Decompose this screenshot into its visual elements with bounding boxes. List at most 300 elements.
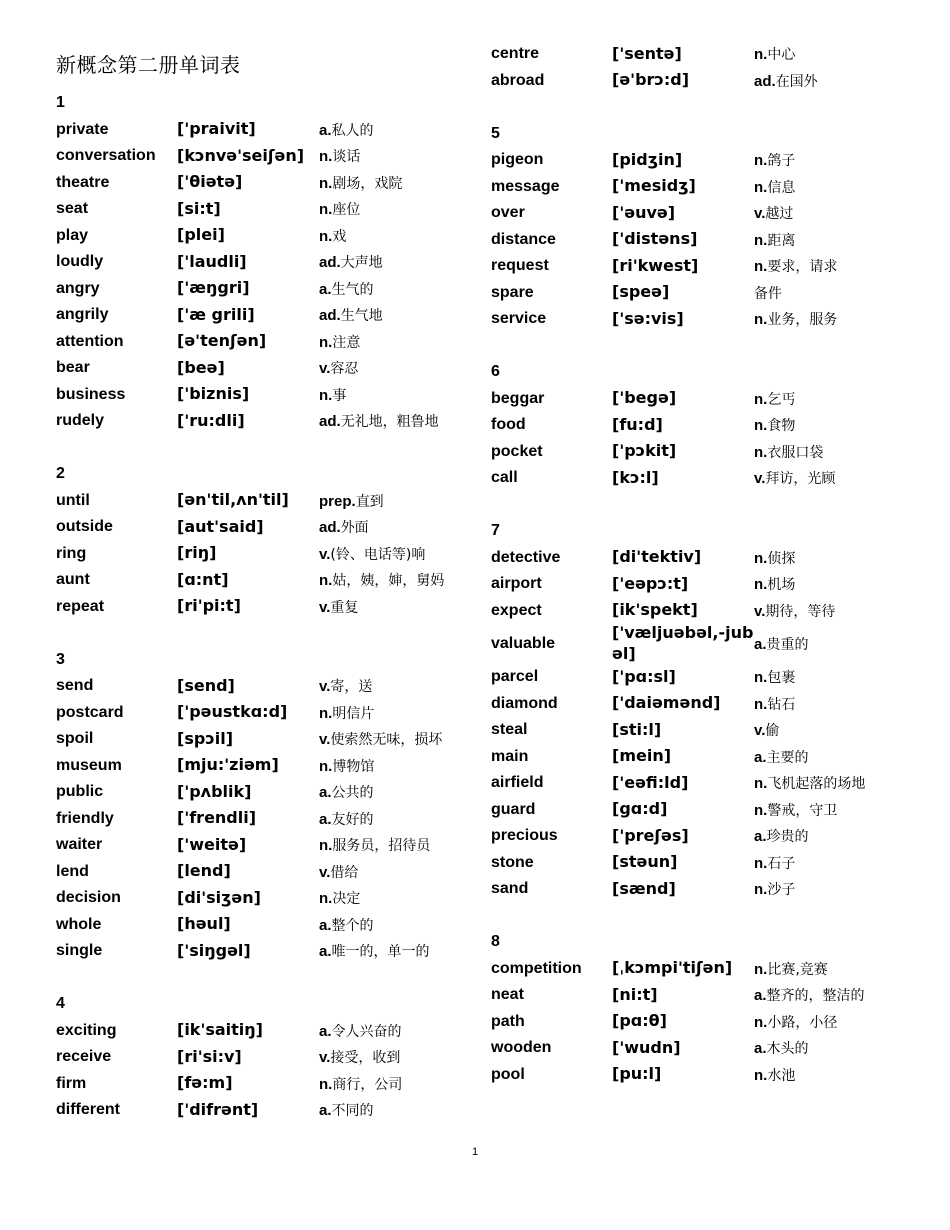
word-phonetic: ['eəpɔ:t] <box>612 573 689 593</box>
part-of-speech: n. <box>319 757 333 775</box>
word-term: send <box>56 677 94 695</box>
word-definition <box>319 1100 469 1120</box>
word-row <box>491 850 911 877</box>
word-term: food <box>491 416 526 434</box>
part-of-speech: n. <box>754 258 768 276</box>
word-term: friendly <box>56 809 114 827</box>
part-of-speech: n. <box>319 333 333 351</box>
word-definition <box>319 544 469 564</box>
part-of-speech: a. <box>319 121 332 139</box>
word-phonetic: ['wudn] <box>612 1037 681 1057</box>
word-meaning: 距离 <box>767 232 796 249</box>
word-row <box>491 412 911 439</box>
word-definition <box>319 756 469 776</box>
part-of-speech: ad. <box>319 254 341 272</box>
word-term: guard <box>491 800 536 818</box>
word-meaning: 剧场，戏院 <box>332 175 403 192</box>
word-phonetic: [pɑ:θ] <box>612 1011 667 1031</box>
part-of-speech: n. <box>754 152 768 170</box>
word-row <box>491 691 911 718</box>
section-spacer <box>491 903 911 930</box>
word-phonetic: ['begə] <box>612 388 677 408</box>
word-meaning: 谈话 <box>332 149 361 166</box>
word-row <box>56 1097 476 1124</box>
part-of-speech: n. <box>754 311 768 329</box>
part-of-speech: v. <box>319 1049 331 1067</box>
word-meaning: 使索然无味，损坏 <box>330 732 443 749</box>
word-row <box>56 196 476 223</box>
part-of-speech: n. <box>319 1075 333 1093</box>
word-term: rudely <box>56 412 105 430</box>
word-phonetic: [speə] <box>612 282 670 302</box>
word-meaning: 警戒，守卫 <box>767 802 838 819</box>
word-term: spare <box>491 283 534 301</box>
word-phonetic: [aut'said] <box>177 516 264 536</box>
word-meaning: 不同的 <box>331 1103 374 1120</box>
word-phonetic: [ə'tenʃən] <box>177 331 267 351</box>
word-meaning: 明信片 <box>332 705 375 722</box>
word-phonetic: [di'tektiv] <box>612 547 702 567</box>
word-definition <box>319 279 469 299</box>
word-meaning: 业务，服务 <box>767 312 838 329</box>
part-of-speech: v. <box>754 205 766 223</box>
word-phonetic: ['siŋgəl] <box>177 940 251 960</box>
word-phonetic: [pidʒin] <box>612 149 683 169</box>
word-meaning: 决定 <box>332 891 361 908</box>
word-row <box>491 876 911 903</box>
word-definition <box>754 574 904 594</box>
word-definition <box>319 915 469 935</box>
section-spacer <box>491 492 911 519</box>
word-row <box>491 253 911 280</box>
word-definition <box>754 203 904 223</box>
lesson-section <box>56 461 476 620</box>
lesson-number: 7 <box>491 522 500 539</box>
word-row <box>491 770 911 797</box>
word-term: expect <box>491 601 542 619</box>
part-of-speech: v. <box>319 678 331 696</box>
part-of-speech: n. <box>319 386 333 404</box>
word-phonetic: ['sentə] <box>612 43 682 63</box>
word-row <box>56 779 476 806</box>
word-phonetic: [send] <box>177 675 235 695</box>
word-row <box>56 223 476 250</box>
word-term: angry <box>56 279 100 297</box>
section-spacer <box>56 435 476 462</box>
word-meaning: 借给 <box>330 864 359 881</box>
word-term: firm <box>56 1074 87 1092</box>
word-term: detective <box>491 548 561 566</box>
word-meaning: 备件 <box>754 285 782 302</box>
word-row <box>491 439 911 466</box>
word-term: theatre <box>56 173 110 191</box>
word-phonetic: [sti:l] <box>612 719 662 739</box>
word-definition <box>319 835 469 855</box>
word-row <box>56 912 476 939</box>
part-of-speech: v. <box>319 731 331 749</box>
part-of-speech: a. <box>754 987 767 1005</box>
lesson-section <box>56 647 476 965</box>
word-definition <box>754 694 904 714</box>
word-term: precious <box>491 827 558 845</box>
word-row <box>491 1009 911 1036</box>
word-phonetic: [kɔ:l] <box>612 467 659 487</box>
word-definition <box>319 305 469 325</box>
word-meaning: 机场 <box>767 577 796 594</box>
word-phonetic: [ni:t] <box>612 984 658 1004</box>
word-meaning: 外面 <box>340 520 369 537</box>
section-spacer <box>56 965 476 992</box>
word-meaning: 期待，等待 <box>765 603 836 620</box>
word-term: parcel <box>491 668 539 686</box>
word-row <box>56 488 476 515</box>
word-meaning: 偷 <box>765 723 780 740</box>
word-row <box>56 1044 476 1071</box>
word-meaning: 大声地 <box>340 255 383 272</box>
part-of-speech: n. <box>754 881 768 899</box>
section-spacer <box>56 620 476 647</box>
word-term: museum <box>56 756 122 774</box>
word-term: call <box>491 469 518 487</box>
word-phonetic: [riŋ] <box>177 543 217 563</box>
lesson-number: 5 <box>491 124 500 142</box>
word-meaning: 珍贵的 <box>766 829 809 846</box>
word-phonetic: ['əuvə] <box>612 202 676 222</box>
word-definition <box>319 173 469 193</box>
word-definition <box>754 177 904 197</box>
word-meaning: 中心 <box>767 47 796 64</box>
word-definition <box>754 634 904 654</box>
word-term: valuable <box>491 635 556 652</box>
part-of-speech: n. <box>754 801 768 819</box>
word-phonetic: [ri'pi:t] <box>177 596 241 616</box>
word-definition <box>754 283 904 303</box>
word-definition <box>319 199 469 219</box>
word-term: angrily <box>56 306 109 324</box>
part-of-speech: a. <box>319 943 332 961</box>
word-row <box>491 545 911 572</box>
word-row <box>491 1035 911 1062</box>
word-phonetic: ['ru:dli] <box>177 410 245 430</box>
part-of-speech: n. <box>754 390 768 408</box>
word-definition <box>754 71 904 91</box>
word-term: waiter <box>56 836 103 854</box>
word-definition <box>319 226 469 246</box>
word-meaning: 直到 <box>355 493 384 510</box>
word-row <box>56 329 476 356</box>
word-term: wooden <box>491 1039 552 1057</box>
word-term: sand <box>491 880 529 898</box>
word-phonetic: ['weitə] <box>177 834 247 854</box>
word-definition <box>319 809 469 829</box>
word-definition <box>754 959 904 979</box>
word-phonetic: ['mesidʒ] <box>612 176 696 196</box>
word-definition <box>319 1074 469 1094</box>
word-term: attention <box>56 332 124 350</box>
word-definition <box>754 773 904 793</box>
word-meaning: 友好的 <box>331 811 374 828</box>
word-phonetic: ['pəustkɑ:d] <box>177 702 288 722</box>
word-phonetic: [ri'kwest] <box>612 255 699 275</box>
word-phonetic: [ə'brɔ:d] <box>612 70 690 90</box>
page-number: 1 <box>471 1146 479 1158</box>
word-row <box>491 200 911 227</box>
word-term: ring <box>56 544 87 562</box>
part-of-speech: a. <box>319 916 332 934</box>
word-phonetic: ['daiəmənd] <box>612 693 721 713</box>
word-phonetic: [həul] <box>177 914 231 934</box>
word-definition <box>319 888 469 908</box>
lesson-section <box>56 90 476 435</box>
part-of-speech: n. <box>319 201 333 219</box>
word-meaning: 博物馆 <box>332 758 375 775</box>
part-of-speech: n. <box>754 231 768 249</box>
word-row <box>491 797 911 824</box>
word-phonetic: [gɑ:d] <box>612 799 668 819</box>
part-of-speech: prep. <box>319 492 356 510</box>
word-meaning: 服务员，招待员 <box>332 838 431 855</box>
word-phonetic: [sænd] <box>612 878 676 898</box>
word-term: over <box>491 204 525 222</box>
word-meaning: 令人兴奋的 <box>331 1023 402 1040</box>
word-row <box>56 673 476 700</box>
word-row <box>491 386 911 413</box>
word-term: lend <box>56 862 89 880</box>
word-row <box>56 541 476 568</box>
word-phonetic: ['frendli] <box>177 808 257 828</box>
word-phonetic: ['pʌblik] <box>177 781 252 801</box>
word-phonetic: ['preʃəs] <box>612 825 689 845</box>
word-phonetic: ['pɑ:sl] <box>612 666 676 686</box>
section-spacer <box>491 94 911 121</box>
part-of-speech: n. <box>319 704 333 722</box>
word-definition <box>319 491 469 511</box>
word-term: service <box>491 310 547 328</box>
lesson-section <box>56 991 476 1124</box>
word-term: postcard <box>56 703 124 721</box>
word-phonetic: [pu:l] <box>612 1064 662 1084</box>
word-row <box>56 938 476 965</box>
word-row <box>56 249 476 276</box>
word-term: path <box>491 1012 525 1030</box>
word-meaning: 乞丐 <box>767 391 796 408</box>
word-meaning: 姑，姨，婶，舅妈 <box>332 573 445 590</box>
word-term: private <box>56 120 109 138</box>
word-definition <box>319 120 469 140</box>
word-definition <box>319 729 469 749</box>
word-meaning: 拜访，光顾 <box>765 471 836 488</box>
lesson-number: 4 <box>56 995 65 1012</box>
word-meaning: 小路，小径 <box>767 1014 838 1031</box>
word-meaning: 石子 <box>767 855 796 872</box>
word-term: loudly <box>56 253 104 271</box>
word-term: outside <box>56 518 113 536</box>
word-row <box>56 170 476 197</box>
word-meaning: 信息 <box>767 179 796 196</box>
part-of-speech: n. <box>754 854 768 872</box>
word-definition <box>319 941 469 961</box>
part-of-speech: a. <box>319 1102 332 1120</box>
word-meaning: 接受，收到 <box>330 1050 401 1067</box>
word-term: public <box>56 783 104 801</box>
part-of-speech: ad. <box>754 72 776 90</box>
word-meaning: 商行，公司 <box>332 1076 403 1093</box>
word-term: business <box>56 385 126 403</box>
word-meaning: 在国外 <box>775 73 818 90</box>
lesson-section <box>491 929 911 1088</box>
word-row <box>491 664 911 691</box>
word-row <box>491 598 911 625</box>
word-row <box>56 806 476 833</box>
part-of-speech: n. <box>754 576 768 594</box>
word-meaning: 沙子 <box>767 882 796 899</box>
word-definition <box>754 826 904 846</box>
word-term: message <box>491 177 560 195</box>
word-term: receive <box>56 1048 112 1066</box>
word-row <box>56 859 476 886</box>
word-phonetic: [kɔnvə'seiʃən] <box>177 145 305 165</box>
word-term: diamond <box>491 694 558 712</box>
word-meaning: 整个的 <box>331 917 374 934</box>
word-row <box>491 956 911 983</box>
part-of-speech: a. <box>319 280 332 298</box>
word-term: abroad <box>491 71 545 89</box>
word-meaning: 木头的 <box>766 1041 809 1058</box>
word-definition <box>319 1021 469 1041</box>
word-term: main <box>491 747 529 765</box>
word-row <box>56 567 476 594</box>
part-of-speech: a. <box>319 1022 332 1040</box>
word-term: neat <box>491 986 524 1004</box>
word-definition <box>319 597 469 617</box>
word-definition <box>754 667 904 687</box>
word-phonetic: ['laudli] <box>177 251 247 271</box>
word-definition <box>319 570 469 590</box>
part-of-speech: a. <box>754 828 767 846</box>
part-of-speech: n. <box>754 549 768 567</box>
word-phonetic: ['eəfi:ld] <box>612 772 689 792</box>
word-term: stone <box>491 853 534 871</box>
word-row <box>56 832 476 859</box>
word-row <box>56 355 476 382</box>
word-term: airport <box>491 575 542 593</box>
part-of-speech: a. <box>754 1040 767 1058</box>
word-row <box>491 717 911 744</box>
left-column <box>56 90 476 1124</box>
word-meaning: 容忍 <box>330 361 359 378</box>
word-definition <box>754 1065 904 1085</box>
word-row <box>491 1062 911 1089</box>
word-meaning: 唯一的，单一的 <box>331 944 430 961</box>
word-meaning: 寄，送 <box>330 679 373 696</box>
word-definition <box>754 1038 904 1058</box>
word-phonetic: ['sə:vis] <box>612 308 684 328</box>
word-meaning: 主要的 <box>766 749 809 766</box>
word-definition <box>754 720 904 740</box>
word-phonetic: [ən'til,ʌn'til] <box>177 490 289 510</box>
word-row <box>56 514 476 541</box>
word-row <box>491 982 911 1009</box>
word-definition <box>319 358 469 378</box>
word-meaning: 公共的 <box>331 785 374 802</box>
word-phonetic: [spɔil] <box>177 728 234 748</box>
part-of-speech: n. <box>754 46 768 64</box>
word-term: beggar <box>491 389 545 407</box>
word-definition <box>754 853 904 873</box>
word-row <box>56 143 476 170</box>
word-row <box>491 280 911 307</box>
word-definition <box>319 332 469 352</box>
word-term: repeat <box>56 597 105 615</box>
word-meaning: 注意 <box>332 334 361 351</box>
word-definition <box>319 411 469 431</box>
lesson-section <box>491 121 911 333</box>
part-of-speech: n. <box>754 960 768 978</box>
part-of-speech: n. <box>319 890 333 908</box>
word-meaning: 生气的 <box>331 281 374 298</box>
word-term: spoil <box>56 730 94 748</box>
word-phonetic: ['distəns] <box>612 229 698 249</box>
part-of-speech: n. <box>319 572 333 590</box>
word-term: request <box>491 257 549 275</box>
word-definition <box>754 309 904 329</box>
word-definition <box>319 385 469 405</box>
word-term: pool <box>491 1065 525 1083</box>
word-definition <box>754 442 904 462</box>
word-phonetic: [ik'saitiŋ] <box>177 1020 263 1040</box>
word-definition <box>319 862 469 882</box>
lesson-section <box>491 518 911 903</box>
word-phonetic: [si:t] <box>177 198 221 218</box>
lesson-section <box>491 41 911 94</box>
part-of-speech: ad. <box>319 519 341 537</box>
word-phonetic: [fə:m] <box>177 1073 233 1093</box>
word-phonetic: ['pɔkit] <box>612 441 677 461</box>
part-of-speech: v. <box>754 722 766 740</box>
word-definition <box>319 252 469 272</box>
word-meaning: 越过 <box>765 206 794 223</box>
right-column <box>491 41 911 1088</box>
word-meaning: 无礼地，粗鲁地 <box>340 414 439 431</box>
word-term: steal <box>491 721 528 739</box>
part-of-speech: a. <box>319 784 332 802</box>
word-definition <box>754 44 904 64</box>
word-term: decision <box>56 889 121 907</box>
word-phonetic: ['æŋgri] <box>177 278 250 298</box>
word-term: aunt <box>56 571 90 589</box>
word-meaning: 钻石 <box>767 696 796 713</box>
word-definition <box>754 601 904 621</box>
word-meaning: 侦探 <box>767 550 796 567</box>
word-definition <box>319 1047 469 1067</box>
word-meaning: 飞机起落的场地 <box>767 776 866 793</box>
word-definition <box>754 256 904 276</box>
part-of-speech: a. <box>754 636 767 653</box>
word-row <box>491 147 911 174</box>
word-row <box>491 624 911 664</box>
word-row <box>56 408 476 435</box>
word-row <box>56 594 476 621</box>
lesson-number: 8 <box>491 933 500 950</box>
word-row <box>56 726 476 753</box>
word-row <box>491 744 911 771</box>
word-phonetic: [fu:d] <box>612 414 663 434</box>
part-of-speech: ad. <box>319 307 341 325</box>
part-of-speech: n. <box>754 1013 768 1031</box>
part-of-speech: v. <box>319 598 331 616</box>
word-meaning: 私人的 <box>331 122 374 139</box>
word-phonetic: [ˌkɔmpi'tiʃən] <box>612 958 733 978</box>
